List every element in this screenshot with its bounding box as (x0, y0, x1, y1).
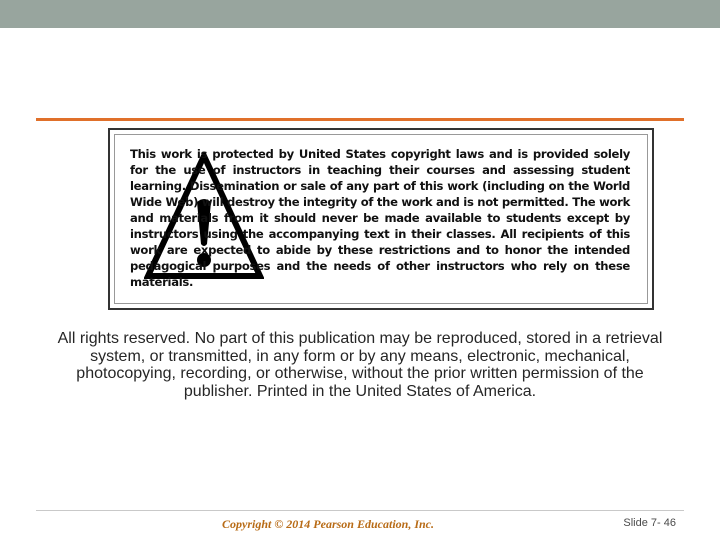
copyright-footer: Copyright © 2014 Pearson Education, Inc. (222, 517, 434, 531)
notice-text: This work is protected by United States copyright laws and is provided solely for the use of instructors in teaching their courses and assessing student learning. Dissemination or sale of any part of this work (including on the World Wide Web) will destroy the integrity of the work and is not permitted. The work and materials from it should never be made available to students except by instructors using the accompanying text in their classes. All recipients of this work are expected to abide by these restrictions and to honor the intended pedagogical purposes and the needs of other instructors who rely on these materials. (130, 147, 630, 289)
footer-rule (36, 510, 684, 511)
rights-reserved-text: All rights reserved. No part of this publication may be reproduced, stored in a retrieval system, or transmitted, in any form or by any means, electronic, mechanical, photocopying, recording, or otherwise, without the prior written permission of the publisher. Printed in the United States of America. (57, 330, 663, 400)
top-bar (0, 0, 720, 28)
slide-number: Slide 7- 46 (623, 517, 676, 529)
accent-rule (36, 118, 684, 121)
